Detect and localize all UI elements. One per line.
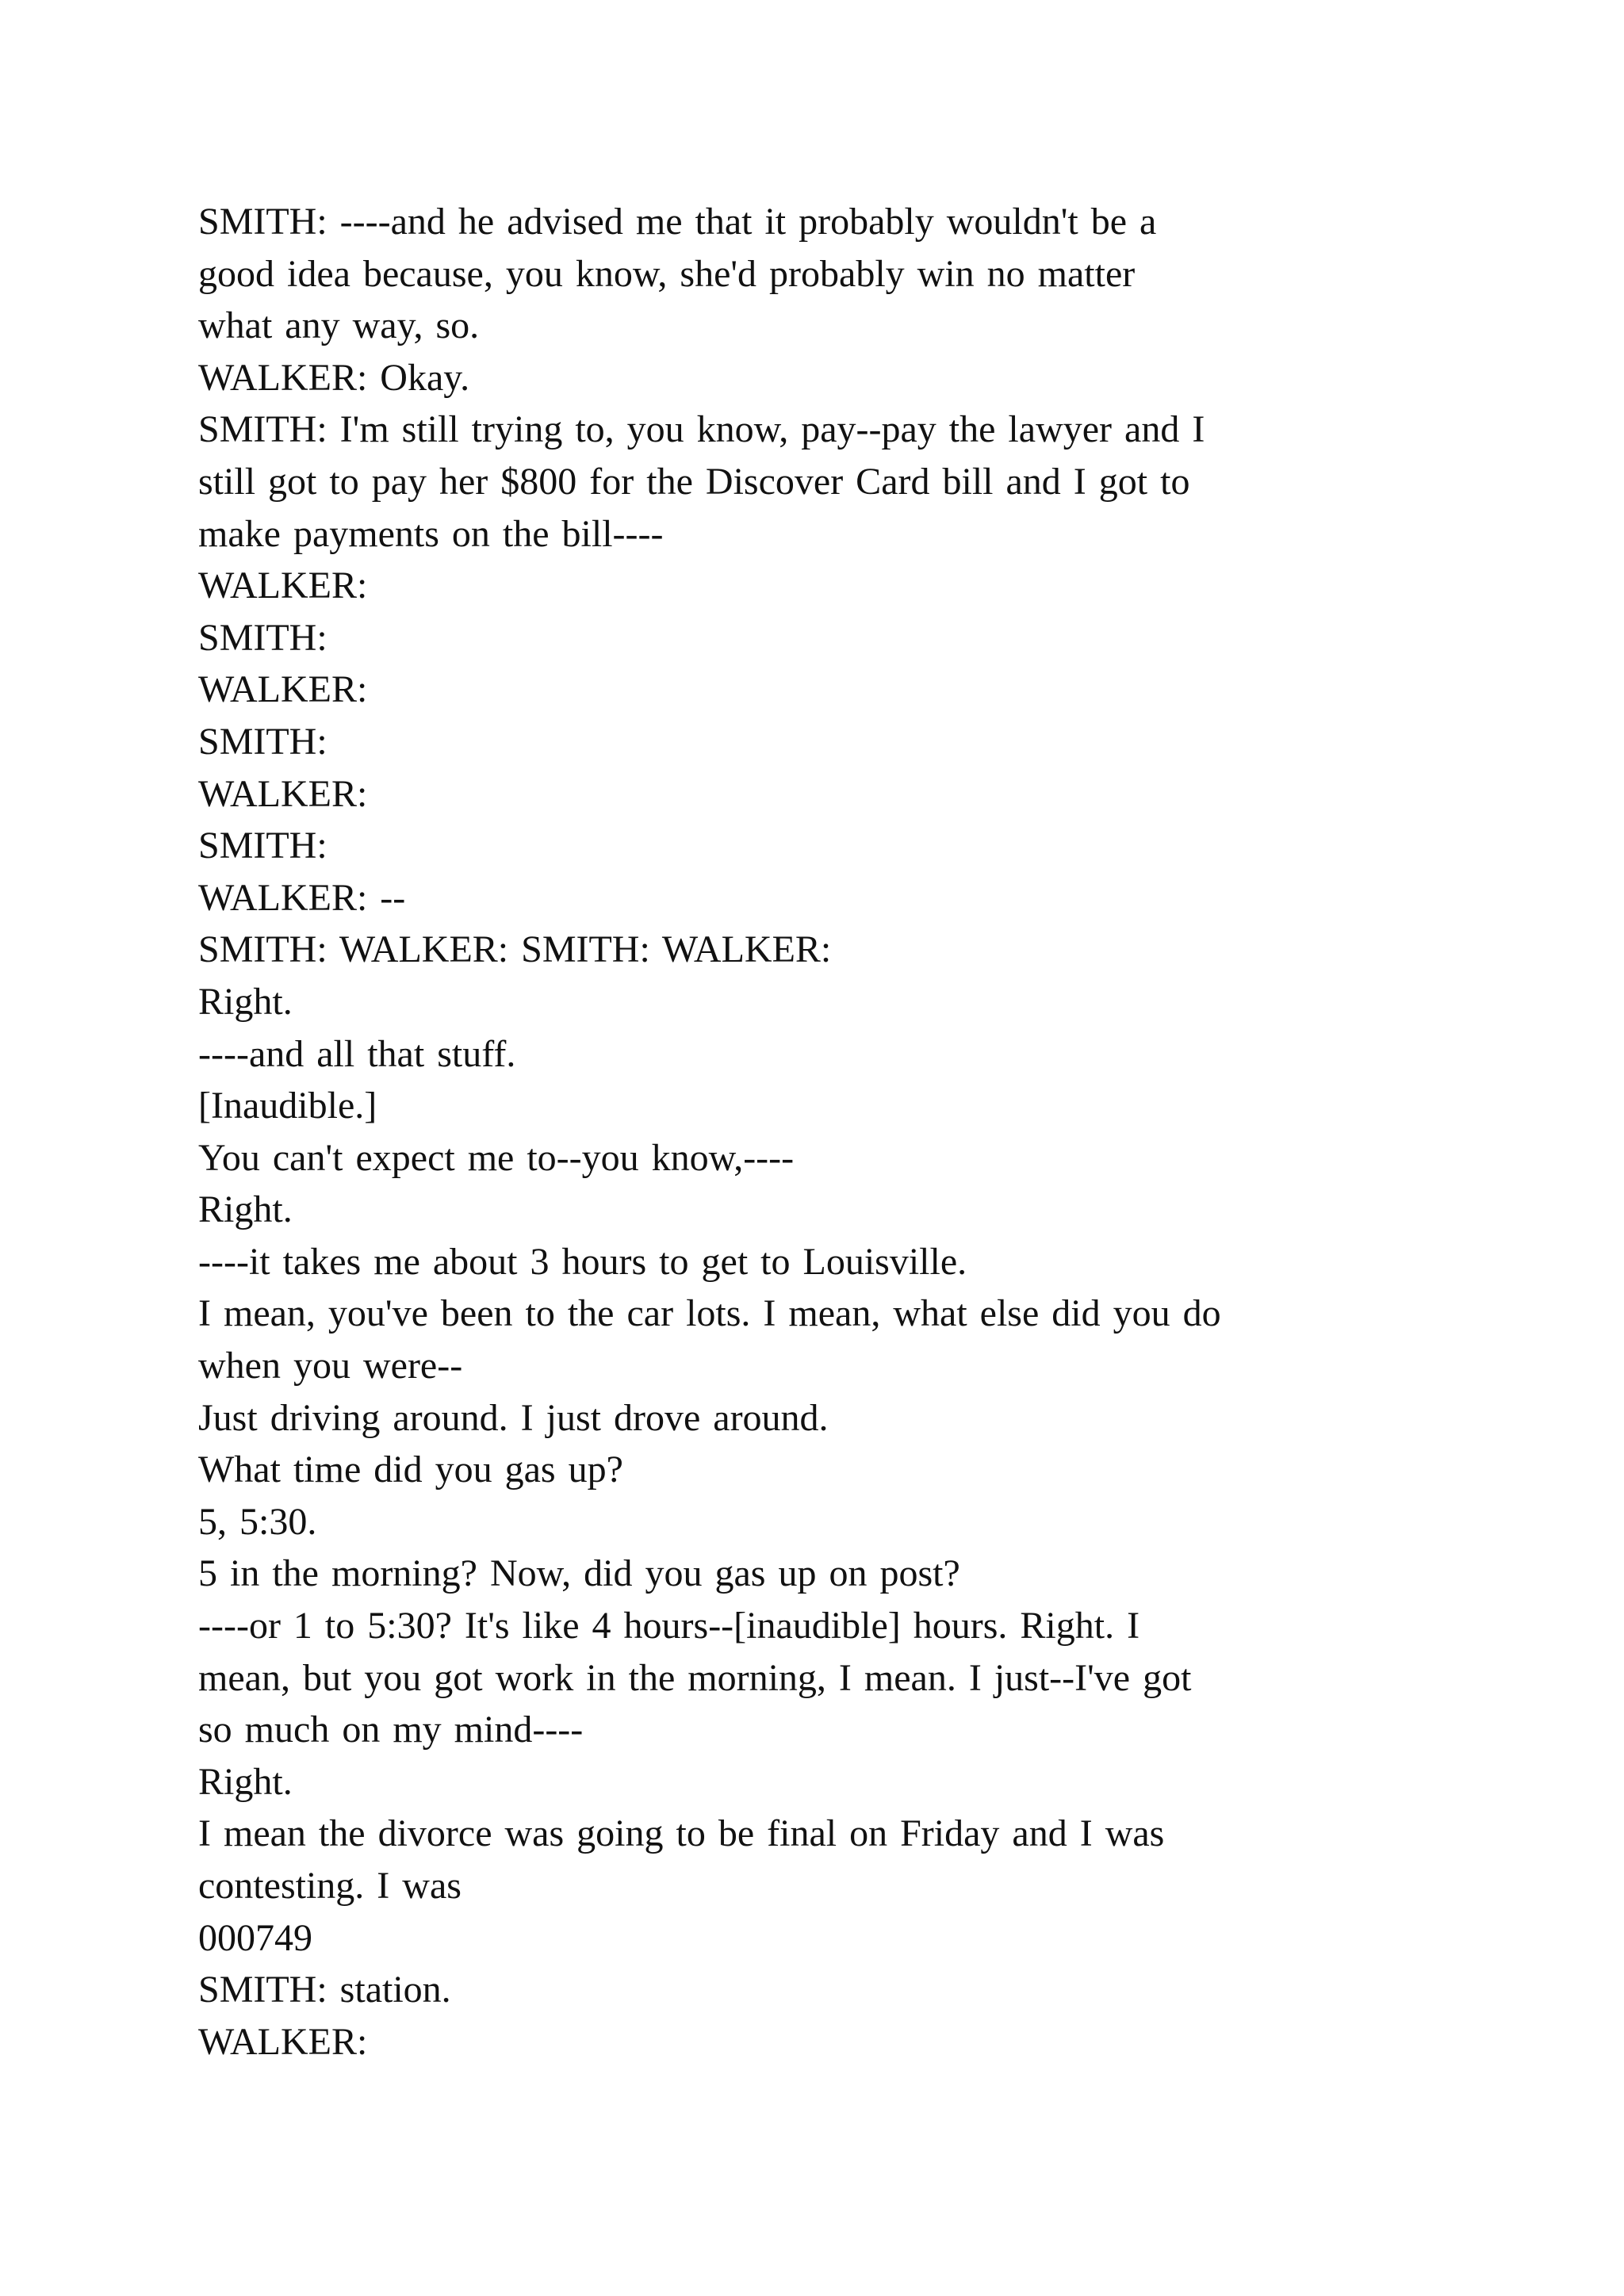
- transcript-line: contesting. I was: [198, 1865, 462, 1907]
- transcript-line: You can't expect me to--you know,----: [198, 1136, 795, 1179]
- transcript-line: WALKER:: [198, 2020, 368, 2063]
- transcript-line: Right.: [198, 1188, 293, 1231]
- transcript-line: SMITH: WALKER: SMITH: WALKER:: [198, 928, 832, 971]
- transcript-line: ----or 1 to 5:30? It's like 4 hours--[inaudible] hours. Right. I: [198, 1605, 1140, 1647]
- transcript-line: WALKER:: [198, 564, 368, 607]
- transcript-line: I mean the divorce was going to be final on Friday and I was: [198, 1812, 1165, 1855]
- transcript-line: good idea because, you know, she'd probably win no matter: [198, 252, 1136, 295]
- transcript-line: Right.: [198, 1760, 293, 1803]
- transcript-line: I mean, you've been to the car lots. I mean, what else did you do: [198, 1292, 1221, 1335]
- transcript-line: SMITH: station.: [198, 1969, 451, 2011]
- transcript-line: ----and all that stuff.: [198, 1032, 516, 1075]
- transcript-line: what any way, so.: [198, 304, 480, 347]
- transcript-line: [Inaudible.]: [198, 1085, 377, 1127]
- transcript-line: SMITH: ----and he advised me that it probably wouldn't be a: [198, 201, 1157, 243]
- transcript-line: 5, 5:30.: [198, 1500, 317, 1543]
- transcript-line: SMITH:: [198, 616, 327, 659]
- transcript-line: still got to pay her $800 for the Discover Card bill and I got to: [198, 460, 1190, 503]
- transcript-line: WALKER: --: [198, 876, 406, 919]
- transcript-line: 5 in the morning? Now, did you gas up on post?: [198, 1552, 960, 1595]
- transcript-line: WALKER:: [198, 668, 368, 711]
- transcript-line: Just driving around. I just drove around.: [198, 1396, 829, 1439]
- page-number: 000749: [198, 1916, 312, 1959]
- transcript-line: SMITH:: [198, 825, 327, 867]
- transcript-line: WALKER:: [198, 772, 368, 815]
- transcript-line: when you were--: [198, 1345, 463, 1387]
- transcript-line: SMITH:: [198, 720, 327, 763]
- transcript-line: Right.: [198, 980, 293, 1023]
- transcript-text: [198, 196, 1483, 2068]
- transcript-line: SMITH: I'm still trying to, you know, pay--pay the lawyer and I: [198, 408, 1205, 451]
- transcript-line: mean, but you got work in the morning, I mean. I just--I've got: [198, 1656, 1192, 1699]
- transcript-line: What time did you gas up?: [198, 1448, 623, 1491]
- transcript-line: make payments on the bill----: [198, 512, 664, 555]
- transcript-line: WALKER: Okay.: [198, 356, 470, 399]
- transcript-line: ----it takes me about 3 hours to get to Louisville.: [198, 1240, 967, 1283]
- transcript-line: so much on my mind----: [198, 1709, 584, 1751]
